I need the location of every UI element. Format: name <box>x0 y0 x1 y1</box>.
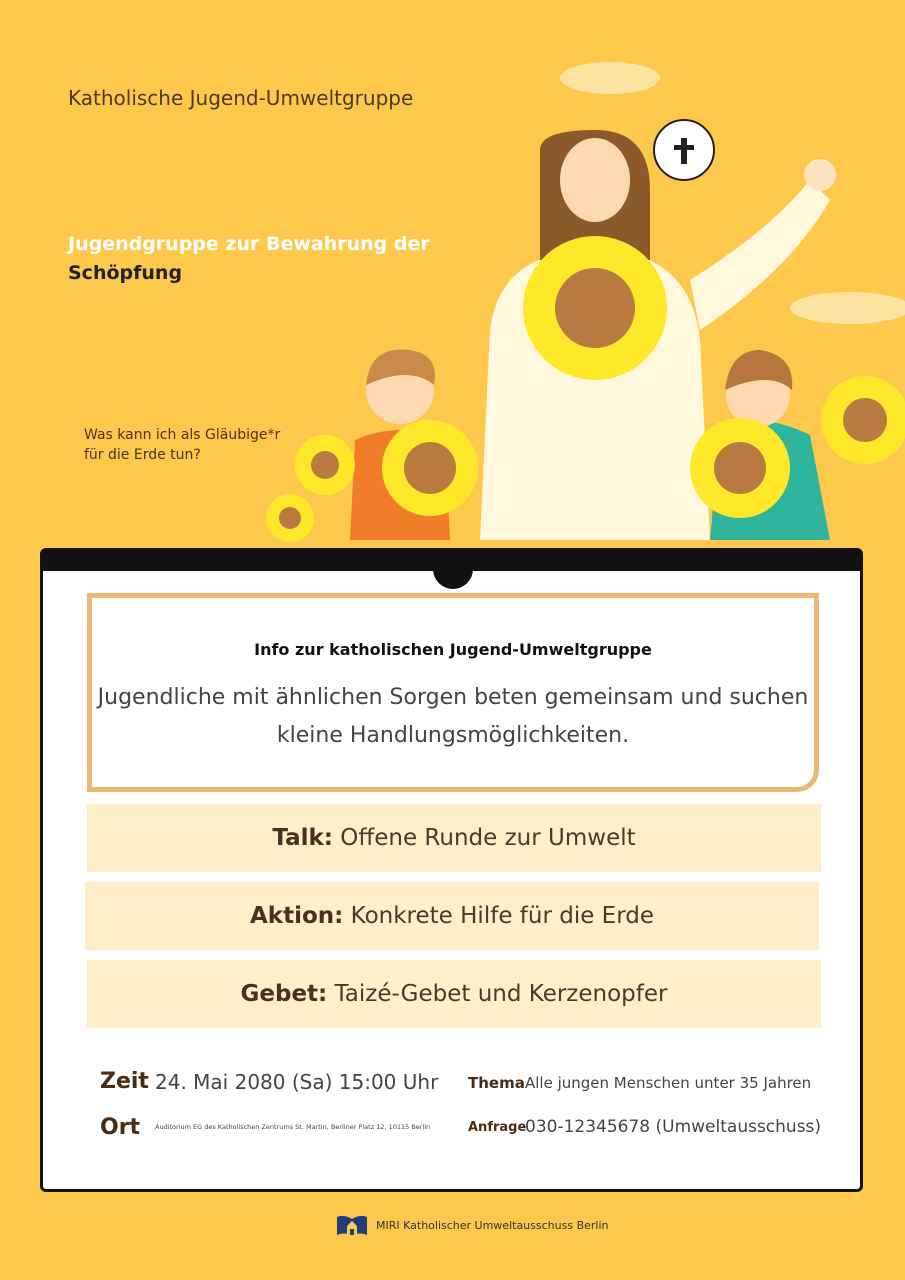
footer <box>336 1214 609 1236</box>
organization-name: Katholische Jugend-Umweltgruppe <box>68 86 414 110</box>
question-line-1: Was kann ich als Gläubige*r <box>84 427 281 443</box>
info-text: Jugendliche mit ähnlichen Sorgen beten gemeinsam und suchen kleine Handlungsmöglichkeiten. <box>97 685 809 748</box>
row-text: Taizé-Gebet und Kerzenopfer <box>327 981 668 1007</box>
zeit-label: Zeit <box>100 1069 149 1094</box>
program-row-gebet <box>87 960 821 1028</box>
row-text: Konkrete Hilfe für die Erde <box>343 903 655 929</box>
cloud <box>790 292 905 324</box>
thema-label: Thema <box>468 1074 525 1092</box>
anfrage-value: 030-12345678 (Umweltausschuss) <box>525 1117 822 1137</box>
info-card <box>40 548 863 1192</box>
church-book-logo-icon <box>336 1214 368 1236</box>
card-tab <box>433 551 473 589</box>
info-heading: Info zur katholischen Jugend-Umweltgruppe <box>254 640 652 659</box>
ort-value: Auditorium EG des Katholischen Zentrums St. Martin, Berliner Platz 12, 10115 Berlin <box>155 1123 431 1131</box>
program-row-aktion <box>85 882 819 950</box>
cloud <box>560 62 660 94</box>
title-line-1: Jugendgruppe zur Bewahrung der <box>68 233 430 255</box>
info-box <box>87 593 819 792</box>
zeit-value: 24. Mai 2080 (Sa) 15:00 Uhr <box>155 1070 439 1094</box>
title-line-2: Schöpfung <box>68 262 183 284</box>
footer-text: MIRI Katholischer Umweltausschuss Berlin <box>376 1218 609 1232</box>
ort-label: Ort <box>100 1115 141 1140</box>
speech-bubble-cross-icon <box>654 120 714 180</box>
question-line-2: für die Erde tun? <box>84 447 201 463</box>
row-label: Talk: <box>272 825 333 851</box>
row-text: Offene Runde zur Umwelt <box>332 825 636 851</box>
row-label: Gebet: <box>240 981 328 1007</box>
row-label: Aktion: <box>249 903 344 929</box>
anfrage-label: Anfrage <box>468 1120 527 1135</box>
jesus-children-sunflowers-illustration <box>250 50 905 550</box>
thema-value: Alle jungen Menschen unter 35 Jahren <box>525 1074 812 1092</box>
program-row-talk <box>87 804 821 872</box>
